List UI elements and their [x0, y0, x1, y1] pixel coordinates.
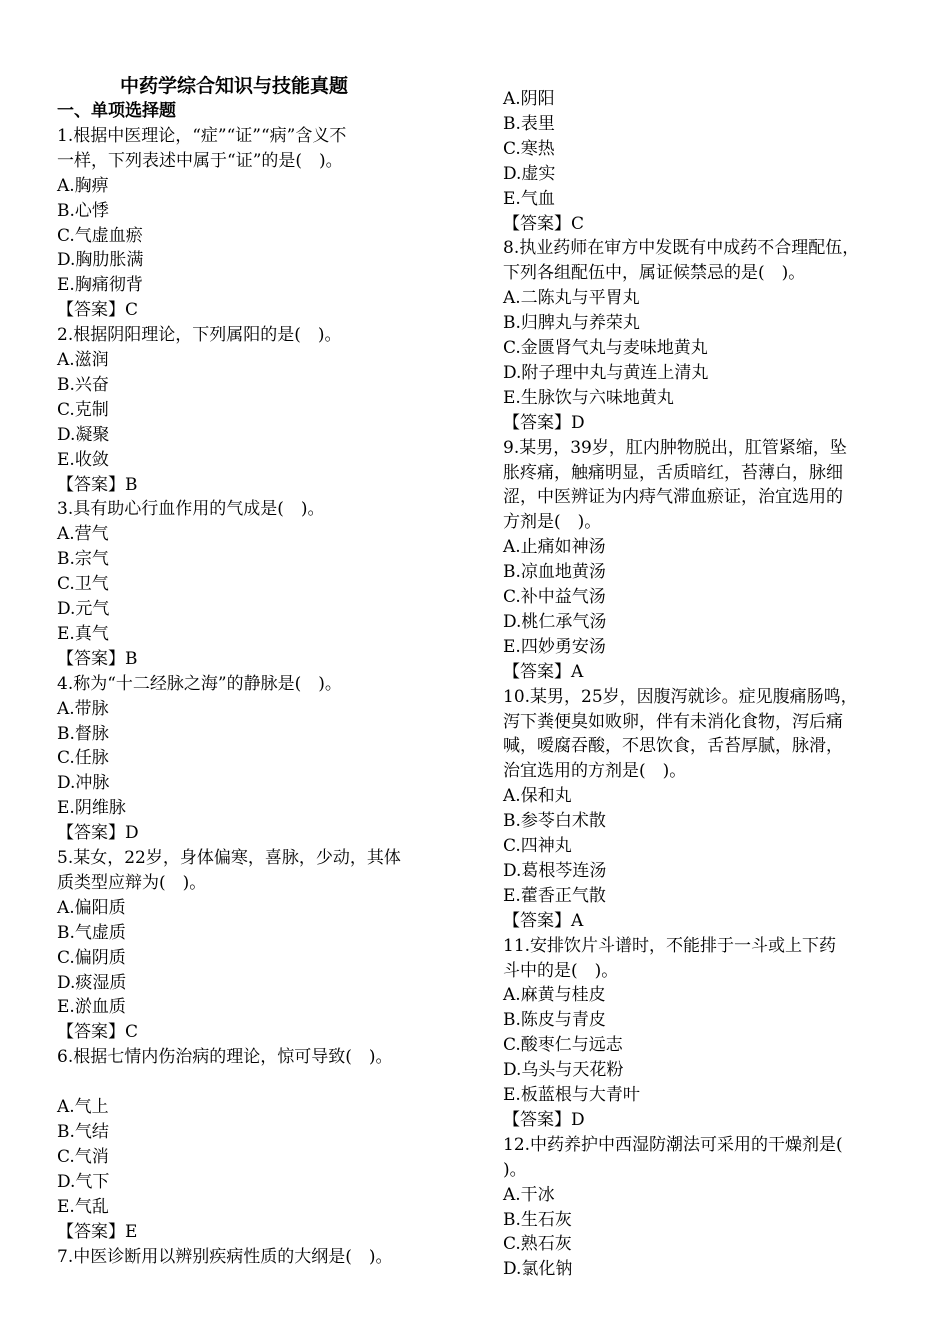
text-line: )。 [503, 1159, 527, 1180]
option-line: E.生脉饮与六味地黄丸 [503, 387, 674, 408]
option-line: E.阴维脉 [57, 798, 126, 819]
answer-line: 【答案】A [503, 910, 584, 931]
text-line: 泻下粪便臭如败卵，伴有未消化食物，泻后痛 [503, 711, 843, 732]
option-line: D.凝聚 [57, 424, 110, 445]
text-line: 下列各组配伍中，属证候禁忌的是( )。 [503, 263, 806, 284]
question-line: 7.中医诊断用以辨别疾病性质的大纲是( )。 [57, 1246, 393, 1267]
option-line: E.板蓝根与大青叶 [503, 1085, 640, 1105]
option-line: B.兴奋 [57, 374, 109, 395]
option-line: A.滋润 [57, 350, 109, 370]
text-line: 一样，下列表述中属于“证”的是( )。 [57, 150, 343, 171]
option-line: A.干冰 [503, 1184, 555, 1205]
question-line: 10.某男，25岁，因腹泻就诊。症见腹痛肠鸣， [503, 686, 858, 707]
option-line: C.四神丸 [503, 836, 572, 856]
text-line: 方剂是( )。 [503, 512, 602, 533]
question-line: 4.称为“十二经脉之海”的静脉是( )。 [57, 673, 342, 694]
option-line: D.胸肋胀满 [57, 250, 144, 271]
option-line: A.麻黄与桂皮 [503, 985, 606, 1006]
text-line: 喊，嗳腐吞酸，不思饮食，舌苔厚腻，脉滑， [503, 736, 843, 757]
option-line: B.生石灰 [503, 1209, 572, 1230]
option-line: C.任脉 [57, 748, 109, 769]
option-line: E.气血 [503, 188, 555, 209]
document-title: 中药学综合知识与技能真题 [120, 75, 349, 97]
option-line: A.胸痹 [57, 175, 109, 196]
option-line: B.参苓白术散 [503, 811, 606, 832]
option-line: B.气结 [57, 1122, 109, 1142]
option-line: C.酸枣仁与远志 [503, 1035, 623, 1056]
option-line: D.葛根芩连汤 [503, 860, 607, 881]
answer-line: 【答案】D [57, 823, 139, 844]
option-line: C.卫气 [57, 574, 109, 595]
option-line: E.胸痛彻背 [57, 275, 143, 296]
option-line: A.偏阳质 [57, 897, 126, 918]
option-line: D.桃仁承气汤 [503, 611, 607, 632]
option-line: C.熟石灰 [503, 1234, 572, 1255]
answer-line: 【答案】C [57, 300, 139, 321]
option-line: C.补中益气汤 [503, 587, 606, 607]
option-line: A.二陈丸与平胃丸 [503, 288, 640, 309]
text-line: 涩，中医辨证为内痔气滞血瘀证，治宜选用的 [503, 487, 843, 508]
option-line: C.金匮肾气丸与麦味地黄丸 [503, 338, 708, 358]
option-line: A.营气 [57, 524, 109, 545]
option-line: B.归脾丸与养荣丸 [503, 313, 640, 334]
option-line: B.表里 [503, 113, 555, 134]
option-line: D.虚实 [503, 163, 556, 184]
option-line: B.凉血地黄汤 [503, 562, 606, 583]
answer-line: 【答案】D [503, 412, 585, 433]
answer-line: 【答案】B [57, 648, 138, 669]
question-line: 6.根据七情内伤治病的理论，惊可导致( )。 [57, 1047, 393, 1068]
question-line: 8.执业药师在审方中发既有中成药不合理配伍， [503, 238, 860, 259]
option-line: E.淤血质 [57, 997, 126, 1018]
option-line: E.四妙勇安汤 [503, 636, 606, 657]
option-line: A.止痛如神汤 [503, 537, 606, 558]
question-line: 9.某男，39岁，肛内肿物脱出，肛管紧缩，坠 [503, 437, 847, 458]
option-line: B.陈皮与青皮 [503, 1010, 606, 1031]
option-line: B.督脉 [57, 723, 109, 744]
option-line: A.带脉 [57, 698, 109, 719]
question-line: 12.中药养护中西湿防潮法可采用的干燥剂是( [503, 1134, 843, 1155]
option-line: E.藿香正气散 [503, 885, 606, 906]
question-line: 3.具有助心行血作用的气成是( )。 [57, 499, 325, 520]
option-line: A.阴阳 [503, 89, 555, 109]
text-line: 质类型应辩为( )。 [57, 872, 207, 893]
answer-line: 【答案】B [57, 474, 138, 495]
answer-line: 【答案】D [503, 1109, 585, 1130]
option-line: B.宗气 [57, 549, 109, 570]
option-line: E.收敛 [57, 449, 109, 470]
option-line: D.气下 [57, 1171, 110, 1192]
option-line: C.气虚血瘀 [57, 225, 143, 246]
option-line: E.气乱 [57, 1196, 109, 1217]
question-line: 1.根据中医理论，“症”“证”“病”含义不 [57, 125, 347, 146]
question-line: 5.某女，22岁，身体偏寒，喜脉，少动，其体 [57, 848, 401, 868]
text-line: 治宜选用的方剂是( )。 [503, 761, 687, 782]
option-line: C.气消 [57, 1146, 109, 1167]
option-line: A.气上 [57, 1097, 109, 1118]
option-line: D.乌头与天花粉 [503, 1060, 624, 1081]
answer-line: 【答案】C [503, 213, 585, 234]
option-line: E.真气 [57, 623, 109, 644]
text-line: 胀疼痛，触痛明显，舌质暗红，苔薄白，脉细 [503, 462, 843, 483]
option-line: D.冲脉 [57, 773, 110, 794]
section-heading: 一、单项选择题 [57, 101, 176, 121]
option-line: D.痰湿质 [57, 972, 127, 993]
option-line: C.偏阴质 [57, 947, 126, 968]
answer-line: 【答案】A [503, 661, 584, 682]
option-line: A.保和丸 [503, 786, 572, 807]
answer-line: 【答案】E [57, 1221, 138, 1242]
option-line: D.附子理中丸与黄连上清丸 [503, 362, 709, 383]
answer-line: 【答案】C [57, 1022, 139, 1043]
option-line: D.氯化钠 [503, 1259, 573, 1280]
option-line: B.心悸 [57, 200, 109, 221]
option-line: B.气虚质 [57, 922, 126, 943]
question-line: 11.安排饮片斗谱时，不能排于一斗或上下药 [503, 935, 837, 956]
option-line: C.寒热 [503, 138, 555, 159]
text-line: 斗中的是( )。 [503, 960, 619, 981]
option-line: D.元气 [57, 599, 110, 619]
option-line: C.克制 [57, 399, 109, 420]
question-line: 2.根据阴阳理论，下列属阳的是( )。 [57, 325, 342, 346]
